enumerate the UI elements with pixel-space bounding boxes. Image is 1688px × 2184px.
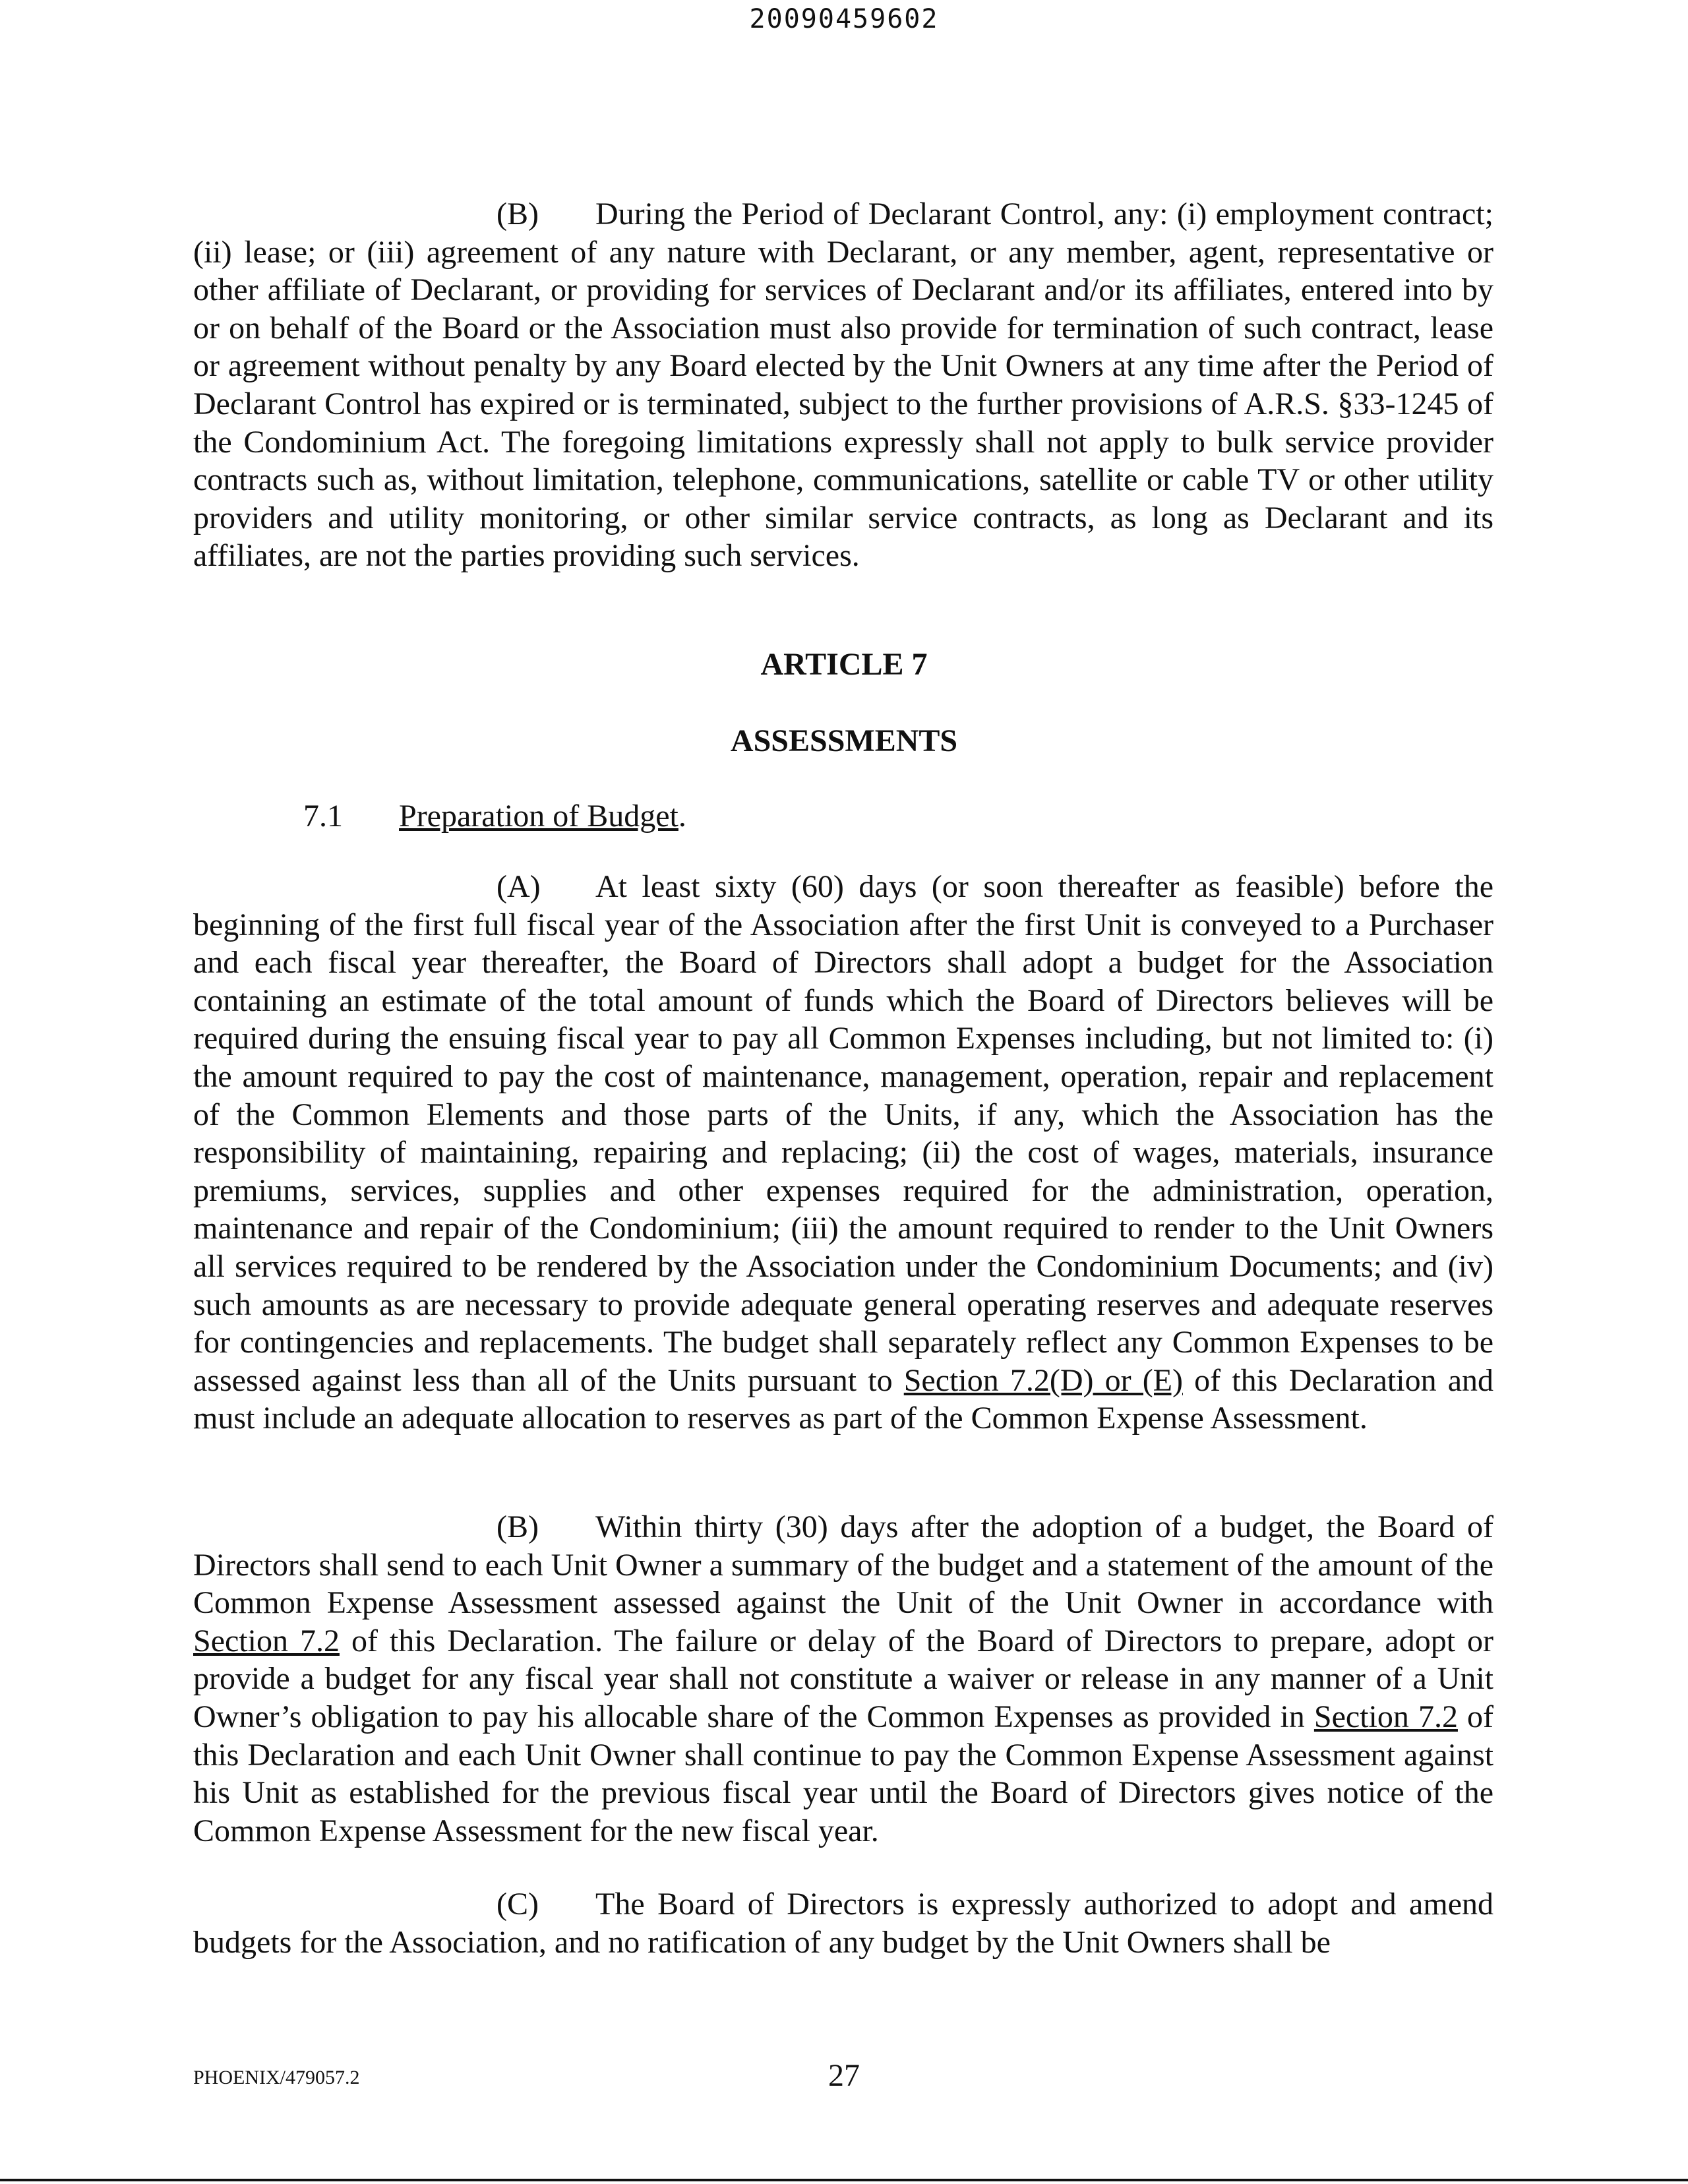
page-number: 27 (828, 2058, 860, 2093)
section-title-suffix: . (678, 799, 686, 834)
paragraph-label: (B) (497, 197, 539, 231)
paragraph-c-board-authority (193, 1885, 1493, 1961)
bottom-rule-divider (0, 2179, 1688, 2181)
paragraph-label: (C) (497, 1887, 539, 1922)
paragraph-a-budget (193, 868, 1493, 1438)
paragraph-label: (A) (497, 869, 541, 904)
section-reference-link[interactable]: Section 7.2 (193, 1623, 340, 1658)
section-7-1-heading (303, 798, 686, 834)
paragraph-text: During the Period of Declarant Control, any: (i) employment contract; (ii) lease; or (iii) agreement of any nature with Declarant, or any member, agent, representative or other affiliate of Declarant, or providing for services of Declarant and/or its affiliates, entered into by or on behalf of the Board or the Association must also provide for termination of such contract, lease or agreement without penalty by any Board elected by the Unit Owners at any time after the Period of Declarant Control has expired or is terminated, subject to the further provisions of A.R.S. §33-1245 of the Condominium Act. The foregoing limitations expressly shall not apply to bulk service provider contracts such as, without limitation, telephone, communications, satellite or cable TV or other utility providers and utility monitoring, or other similar service contracts, as long as Declarant and its affiliates, are not the parties providing such services. (193, 197, 1493, 574)
section-reference-link[interactable]: Section 7.2 (1313, 1699, 1458, 1734)
paragraph-text: of this Declaration and each Unit Owner shall continue to pay the Common Expense Assessment against his Unit as established for the previous fiscal year until the Board of Directors gives notice of the Common Expense Assessment for the new fiscal year. (193, 1699, 1494, 1848)
article-title: ASSESSMENTS (730, 723, 958, 758)
section-reference-link[interactable]: Section 7.2(D) or (E) (903, 1362, 1183, 1398)
paragraph-text: The Board of Directors is expressly authorized to adopt and amend budgets for the Association, and no ratification of any budget by the Unit Owners shall be (193, 1887, 1493, 1960)
paragraph-b-declarant-control (193, 195, 1493, 575)
section-number: 7.1 (303, 799, 343, 834)
article-heading: ARTICLE 7 (760, 647, 928, 682)
paragraph-text: Within thirty (30) days after the adoption of a budget, the Board of Directors shall send to each Unit Owner a summary of the budget and a statement of the amount of the Common Expense Assessment assessed against the Unit of the Unit Owner in accordance with (193, 1509, 1493, 1621)
footer-document-id: PHOENIX/479057.2 (193, 2067, 360, 2088)
paragraph-text: At least sixty (60) days (or soon thereafter as feasible) before the beginning of the first full fiscal year of the Association after the first Unit is conveyed to a Purchaser and each fiscal year thereafter, the Board of Directors shall adopt a budget for the Association containing an estimate of the total amount of funds which the Board of Directors believes will be required during the ensuing fiscal year to pay all Common Expenses including, but not limited to: (i) the amount required to pay the cost of maintenance, management, operation, repair and replacement of the Common Elements and those parts of the Units, if any, which the Association has the responsibility of maintaining, repairing and replacing; (ii) the cost of wages, materials, insurance premiums, services, supplies and other expenses required for the administration, operation, maintenance and repair of the Condominium; (iii) the amount required to render to the Unit Owners all services required to be rendered by the Association under the Condominium Documents; and (iv) such amounts as are necessary to provide adequate general operating reserves and adequate reserves for contingencies and replacements. The budget shall separately reflect any Common Expenses to be assessed against less than all of the Units pursuant to (193, 869, 1493, 1398)
paragraph-text: of this Declaration. The failure or delay of the Board of Directors to prepare, adopt or provide a budget for any fiscal year shall not constitute a waiver or release in any manner of a Unit Owner’s obligation to pay his allocable share of the Common Expenses as provided in (193, 1623, 1494, 1734)
document-number: 20090459602 (749, 4, 939, 34)
paragraph-text: of this Declaration and must include an adequate allocation to reserves as part of the Common Expense Assessment. (193, 1362, 1494, 1436)
paragraph-b-budget-summary (193, 1508, 1493, 1850)
section-title: Preparation of Budget (399, 799, 678, 834)
paragraph-label: (B) (497, 1509, 539, 1544)
